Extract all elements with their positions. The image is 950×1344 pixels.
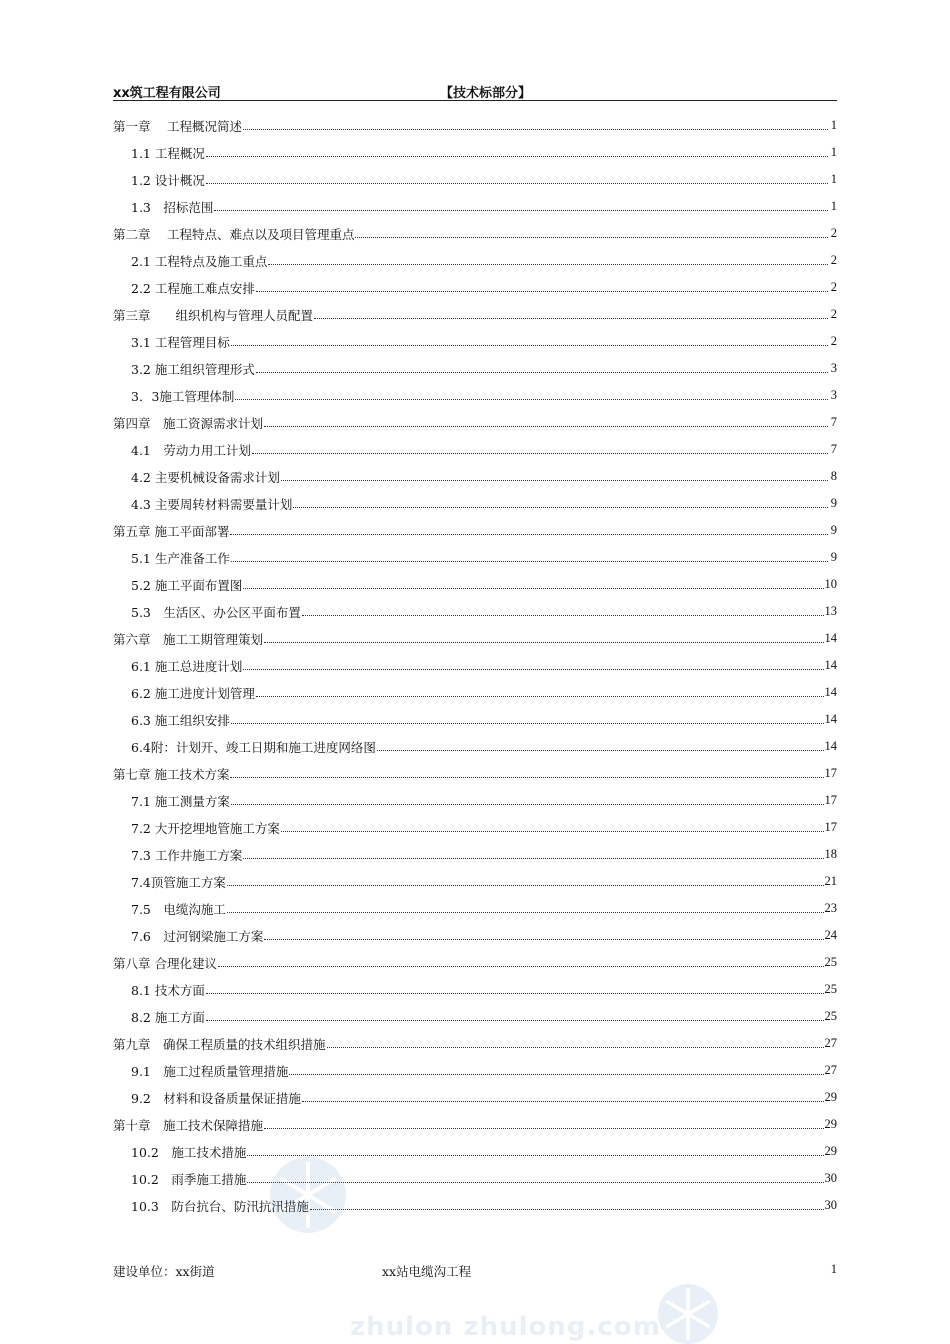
toc-dot-leader [230, 777, 823, 778]
toc-dot-leader [310, 1209, 824, 1210]
toc-subsection-entry[interactable] [113, 490, 837, 517]
toc-entry-page: 10 [824, 577, 837, 591]
toc-dot-leader [227, 912, 824, 913]
toc-entry-title: 1.2 设计概况 [131, 172, 205, 188]
toc-subsection-entry[interactable] [113, 679, 837, 706]
toc-subsection-entry[interactable] [113, 355, 837, 382]
toc-entry-title: 10.3 防台抗台、防汛抗汛措施 [131, 1198, 309, 1214]
toc-dot-leader [377, 750, 824, 751]
toc-entry-title: 第二章 工程特点、难点以及项目管理重点 [113, 226, 355, 242]
toc-entry-page: 2 [830, 307, 837, 321]
toc-chapter-entry[interactable] [113, 409, 837, 436]
toc-subsection-entry[interactable] [113, 463, 837, 490]
toc-subsection-entry[interactable] [113, 1192, 837, 1219]
toc-entry-title: 6.2 施工进度计划管理 [131, 685, 255, 701]
toc-dot-leader [230, 534, 828, 535]
toc-subsection-entry[interactable] [113, 733, 837, 760]
toc-entry-title: 第九章 确保工程质量的技术组织措施 [113, 1036, 326, 1052]
toc-entry-title: 7.5 电缆沟施工 [131, 901, 226, 917]
toc-entry-title: 7.2 大开挖埋地管施工方案 [131, 820, 280, 836]
toc-entry-page: 7 [830, 442, 837, 456]
toc-entry-title: 4.1 劳动力用工计划 [131, 442, 251, 458]
toc-entry-title: 第四章 施工资源需求计划 [113, 415, 264, 431]
toc-chapter-entry[interactable] [113, 760, 837, 787]
toc-dot-leader [231, 345, 828, 346]
toc-chapter-entry[interactable] [113, 112, 837, 139]
toc-entry-title: 8.2 施工方面 [131, 1009, 205, 1025]
toc-entry-page: 2 [830, 280, 837, 294]
toc-entry-title: 9.1 施工过程质量管理措施 [131, 1063, 289, 1079]
toc-entry-page: 1 [830, 199, 837, 213]
toc-dot-leader [256, 291, 828, 292]
toc-entry-title: 第六章 施工工期管理策划 [113, 631, 264, 647]
toc-subsection-entry[interactable] [113, 328, 837, 355]
toc-subsection-entry[interactable] [113, 787, 837, 814]
toc-subsection-entry[interactable] [113, 1165, 837, 1192]
toc-dot-leader [231, 723, 824, 724]
toc-dot-leader [206, 1020, 824, 1021]
toc-chapter-entry[interactable] [113, 1030, 837, 1057]
toc-entry-title: 第五章 施工平面部署 [113, 523, 230, 539]
toc-dot-leader [302, 1101, 824, 1102]
toc-entry-page: 3 [830, 361, 837, 375]
toc-chapter-entry[interactable] [113, 1111, 837, 1138]
toc-chapter-entry[interactable] [113, 625, 837, 652]
toc-entry-title: 7.4顶管施工方案 [131, 874, 226, 890]
toc-dot-leader [264, 426, 828, 427]
toc-entry-page: 14 [824, 658, 837, 672]
toc-entry-title: 7.3 工作井施工方案 [131, 847, 243, 863]
toc-entry-page: 21 [824, 874, 837, 888]
toc-dot-leader [293, 507, 828, 508]
toc-entry-title: 6.4附：计划开、竣工日期和施工进度网络图 [131, 739, 376, 755]
toc-chapter-entry[interactable] [113, 517, 837, 544]
toc-subsection-entry[interactable] [113, 139, 837, 166]
toc-entry-title: 3．3施工管理体制 [131, 388, 235, 404]
toc-dot-leader [264, 642, 823, 643]
toc-subsection-entry[interactable] [113, 706, 837, 733]
toc-entry-title: 第七章 施工技术方案 [113, 766, 230, 782]
toc-dot-leader [243, 129, 828, 130]
toc-entry-page: 29 [824, 1117, 837, 1131]
toc-dot-leader [243, 858, 823, 859]
toc-subsection-entry[interactable] [113, 598, 837, 625]
toc-dot-leader [268, 264, 828, 265]
toc-dot-leader [314, 318, 828, 319]
toc-subsection-entry[interactable] [113, 247, 837, 274]
toc-dot-leader [289, 1074, 823, 1075]
company-name: xx筑工程有限公司 [113, 86, 221, 101]
toc-entry-page: 25 [824, 982, 837, 996]
toc-entry-page: 9 [830, 550, 837, 564]
toc-entry-page: 14 [824, 739, 837, 753]
toc-entry-title: 第十章 施工技术保障措施 [113, 1117, 264, 1133]
toc-dot-leader [256, 372, 828, 373]
toc-entry-page: 1 [830, 118, 837, 132]
toc-entry-page: 13 [824, 604, 837, 618]
toc-subsection-entry[interactable] [113, 571, 837, 598]
toc-chapter-entry[interactable] [113, 220, 837, 247]
toc-subsection-entry[interactable] [113, 193, 837, 220]
toc-entry-page: 30 [824, 1198, 837, 1212]
toc-entry-page: 25 [824, 955, 837, 969]
toc-subsection-entry[interactable] [113, 922, 837, 949]
toc-dot-leader [256, 696, 824, 697]
table-of-contents [113, 112, 837, 1219]
toc-entry-title: 4.3 主要周转材料需要量计划 [131, 496, 293, 512]
toc-entry-title: 3.2 施工组织管理形式 [131, 361, 255, 377]
toc-entry-page: 17 [824, 766, 837, 780]
toc-entry-title: 8.1 技术方面 [131, 982, 205, 998]
project-name: xx站电缆沟工程 [382, 1264, 472, 1279]
toc-entry-page: 9 [830, 523, 837, 537]
toc-entry-page: 14 [824, 685, 837, 699]
toc-subsection-entry[interactable] [113, 841, 837, 868]
toc-entry-page: 30 [824, 1171, 837, 1185]
toc-entry-page: 29 [824, 1144, 837, 1158]
toc-entry-page: 29 [824, 1090, 837, 1104]
toc-entry-title: 2.1 工程特点及施工重点 [131, 253, 268, 269]
toc-dot-leader [264, 939, 823, 940]
toc-dot-leader [235, 399, 828, 400]
toc-entry-title: 1.3 招标范围 [131, 199, 214, 215]
toc-subsection-entry[interactable] [113, 1084, 837, 1111]
toc-entry-title: 5.3 生活区、办公区平面布置 [131, 604, 301, 620]
toc-entry-page: 1 [830, 145, 837, 159]
snowflake-logo-icon [258, 1150, 358, 1240]
toc-dot-leader [281, 831, 824, 832]
toc-dot-leader [281, 480, 828, 481]
section-title: 【技术标部分】 [440, 86, 532, 101]
toc-dot-leader [231, 561, 828, 562]
toc-dot-leader [227, 885, 824, 886]
toc-entry-page: 2 [830, 334, 837, 348]
toc-subsection-entry[interactable] [113, 895, 837, 922]
toc-entry-page: 2 [830, 226, 837, 240]
toc-dot-leader [218, 966, 824, 967]
toc-entry-page: 2 [830, 253, 837, 267]
toc-entry-page: 9 [830, 496, 837, 510]
page-number: 1 [830, 1262, 837, 1276]
toc-subsection-entry[interactable] [113, 976, 837, 1003]
toc-entry-title: 3.1 工程管理目标 [131, 334, 230, 350]
toc-entry-title: 5.2 施工平面布置图 [131, 577, 243, 593]
toc-entry-title: 第八章 合理化建议 [113, 955, 217, 971]
toc-subsection-entry[interactable] [113, 1003, 837, 1030]
toc-entry-page: 14 [824, 712, 837, 726]
toc-entry-page: 25 [824, 1009, 837, 1023]
toc-entry-title: 2.2 工程施工难点安排 [131, 280, 255, 296]
toc-subsection-entry[interactable] [113, 1057, 837, 1084]
toc-entry-title: 6.1 施工总进度计划 [131, 658, 243, 674]
toc-chapter-entry[interactable] [113, 949, 837, 976]
toc-subsection-entry[interactable] [113, 274, 837, 301]
toc-entry-page: 17 [824, 793, 837, 807]
toc-dot-leader [252, 453, 828, 454]
toc-entry-page: 23 [824, 901, 837, 915]
toc-entry-page: 1 [830, 172, 837, 186]
toc-subsection-entry[interactable] [113, 814, 837, 841]
toc-entry-title: 4.2 主要机械设备需求计划 [131, 469, 280, 485]
toc-entry-page: 27 [824, 1063, 837, 1077]
toc-entry-title: 5.1 生产准备工作 [131, 550, 230, 566]
toc-entry-page: 27 [824, 1036, 837, 1050]
toc-entry-title: 7.6 过河钢梁施工方案 [131, 928, 264, 944]
toc-subsection-entry[interactable] [113, 436, 837, 463]
toc-dot-leader [243, 669, 823, 670]
toc-subsection-entry[interactable] [113, 166, 837, 193]
toc-entry-title: 6.3 施工组织安排 [131, 712, 230, 728]
toc-entry-title: 1.1 工程概况 [131, 145, 205, 161]
toc-subsection-entry[interactable] [113, 1138, 837, 1165]
toc-entry-page: 18 [824, 847, 837, 861]
toc-entry-title: 10.2 雨季施工措施 [131, 1171, 247, 1187]
toc-dot-leader [302, 615, 824, 616]
toc-entry-page: 14 [824, 631, 837, 645]
toc-subsection-entry[interactable] [113, 868, 837, 895]
toc-dot-leader [243, 588, 823, 589]
toc-entry-page: 24 [824, 928, 837, 942]
page-header [113, 80, 837, 101]
toc-dot-leader [206, 156, 828, 157]
toc-entry-page: 7 [830, 415, 837, 429]
toc-entry-title: 第三章 组织机构与管理人员配置 [113, 307, 314, 323]
watermark-text: zhulon zhulong.com [350, 1312, 661, 1342]
toc-dot-leader [206, 183, 828, 184]
toc-dot-leader [327, 1047, 824, 1048]
toc-dot-leader [355, 237, 828, 238]
toc-entry-page: 8 [830, 469, 837, 483]
page-footer [113, 1262, 837, 1278]
toc-entry-title: 10.2 施工技术措施 [131, 1144, 247, 1160]
toc-subsection-entry[interactable] [113, 382, 837, 409]
toc-dot-leader [206, 993, 824, 994]
toc-dot-leader [231, 804, 824, 805]
toc-dot-leader [264, 1128, 823, 1129]
toc-entry-page: 3 [830, 388, 837, 402]
toc-entry-page: 17 [824, 820, 837, 834]
toc-entry-title: 7.1 施工测量方案 [131, 793, 230, 809]
toc-entry-title: 第一章 工程概况简述 [113, 118, 242, 134]
toc-subsection-entry[interactable] [113, 652, 837, 679]
toc-chapter-entry[interactable] [113, 301, 837, 328]
toc-entry-title: 9.2 材料和设备质量保证措施 [131, 1090, 301, 1106]
toc-dot-leader [214, 210, 828, 211]
toc-subsection-entry[interactable] [113, 544, 837, 571]
construction-unit: 建设单位：xx街道 [113, 1264, 215, 1279]
